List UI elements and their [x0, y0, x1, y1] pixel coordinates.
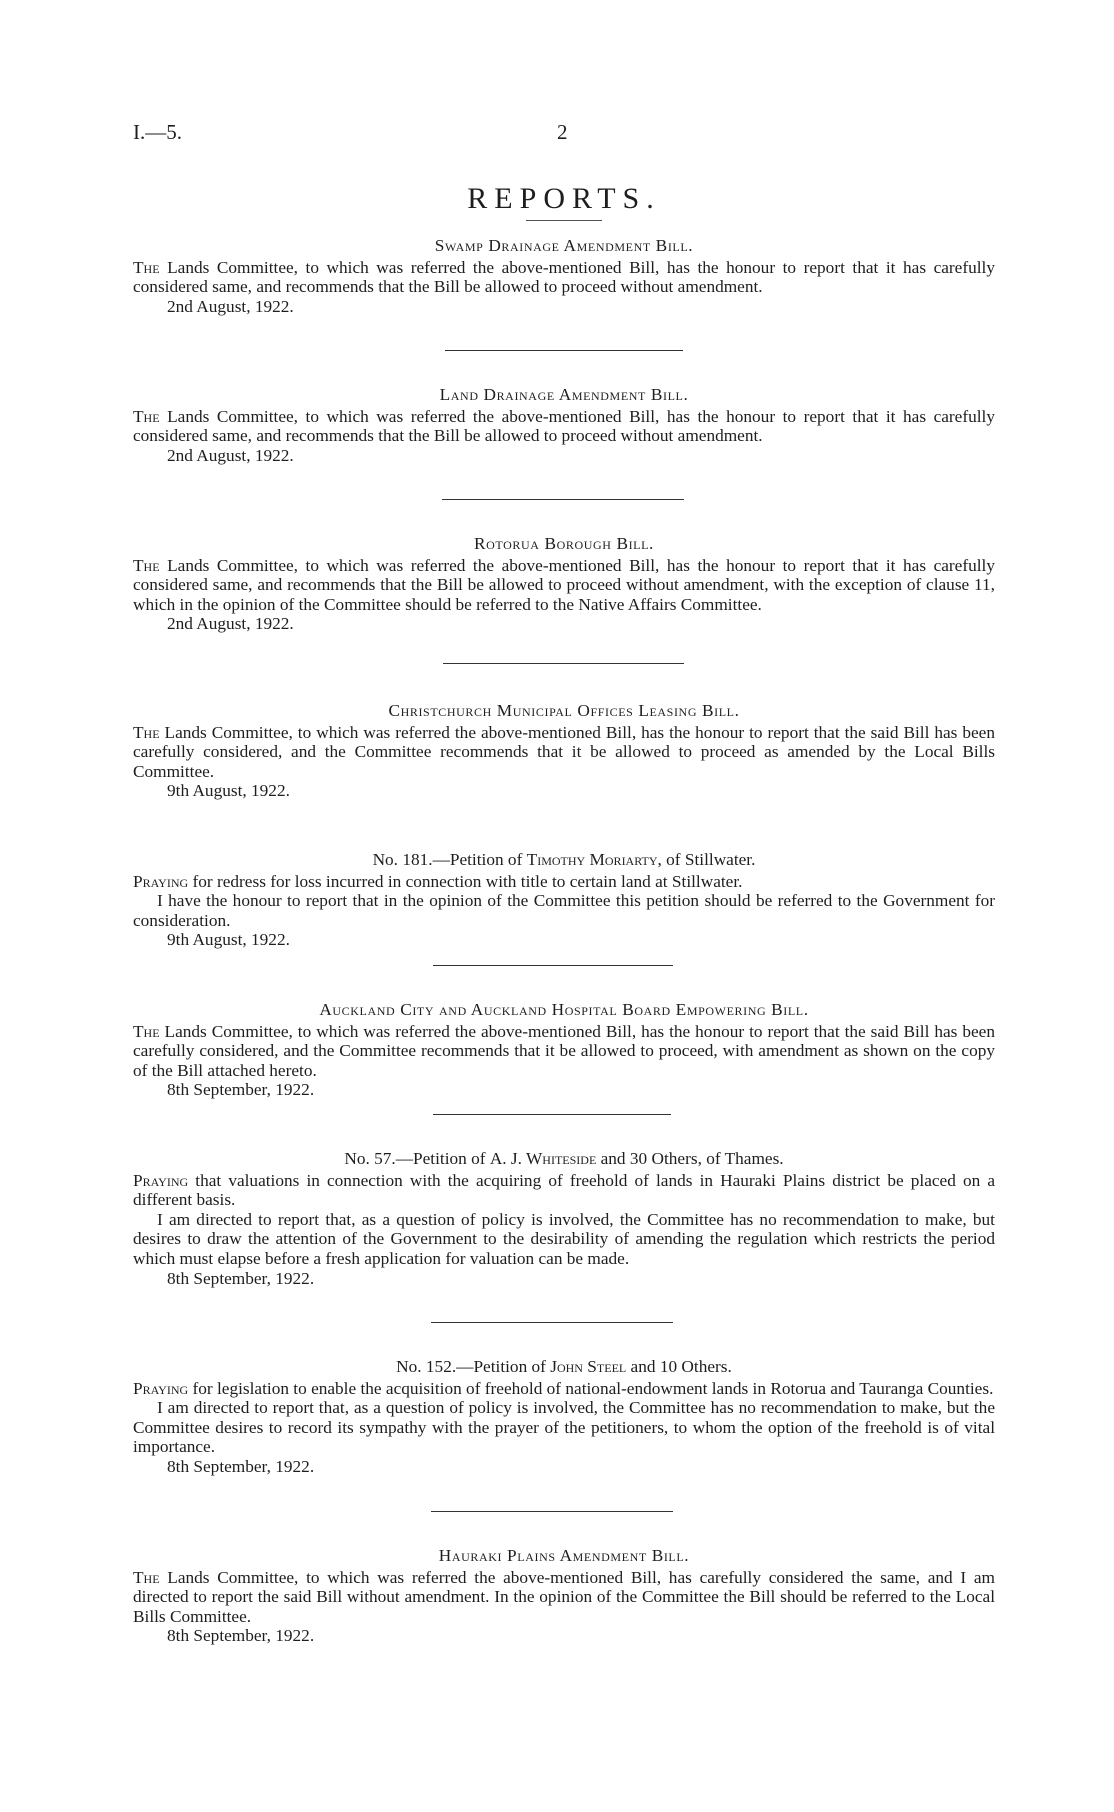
section-body: Lands Committee, to which was referred the above-mentioned Bill, has the honour to report that it has carefully considered same, and recommends that the Bill be allowed to proceed without amendment. — [133, 406, 995, 446]
section-date: 2nd August, 1922. — [167, 296, 294, 316]
section-lead: The — [133, 1021, 160, 1041]
petition-181 — [133, 850, 995, 950]
report-rotorua-borough — [133, 534, 995, 634]
petition-152 — [133, 1357, 995, 1477]
report-hauraki-plains — [133, 1546, 995, 1646]
section-heading: Hauraki Plains Amendment Bill. — [438, 1546, 690, 1565]
section-body-2: I have the honour to report that in the opinion of the Committee this petition should be referred to the Government for consideration. — [133, 891, 995, 930]
title-rule — [526, 220, 602, 221]
section-date: 2nd August, 1922. — [167, 445, 294, 465]
section-lead: Praying — [133, 1170, 189, 1190]
section-body: Lands Committee, to which was referred the above-mentioned Bill, has the honour to report that the said Bill has been carefully considered, and the Committee recommends that it be allowed to proceed, with amendment as shown on the copy of the Bill attached hereto. — [133, 1021, 995, 1080]
section-heading: No. 181.—Petition of Timothy Moriarty, of Stillwater. — [372, 850, 756, 869]
page-title: REPORTS. — [467, 182, 661, 215]
section-body-2: I am directed to report that, as a question of policy is involved, the Committee has no recommendation to make, but the Committee desires to record its sympathy with the prayer of the petitioners, to whom the option of the freehold is of vital importance. — [133, 1398, 995, 1457]
section-date: 8th September, 1922. — [167, 1456, 315, 1476]
paper-code: I.—5. — [133, 120, 182, 144]
section-lead: The — [133, 555, 160, 575]
section-date: 9th August, 1922. — [167, 781, 290, 801]
section-lead: Praying — [133, 871, 189, 891]
section-lead: The — [133, 722, 160, 742]
section-date: 8th September, 1922. — [167, 1268, 315, 1288]
section-rule — [431, 1511, 673, 1512]
section-heading: No. 152.—Petition of John Steel and 10 Others. — [396, 1357, 732, 1376]
section-heading: Auckland City and Auckland Hospital Board Empowering Bill. — [319, 1000, 809, 1019]
section-body: Lands Committee, to which was referred the above-mentioned Bill, has the honour to report that the said Bill has been carefully considered, and the Committee recommends that it be allowed to proceed as amended by the Local Bills Committee. — [133, 722, 995, 781]
page-number: 2 — [557, 120, 568, 144]
section-body: for redress for loss incurred in connection with title to certain land at Stillwater. — [192, 871, 743, 891]
section-date: 2nd August, 1922. — [167, 614, 294, 634]
section-lead: The — [133, 406, 160, 426]
section-rule — [445, 350, 683, 351]
petition-57 — [133, 1149, 995, 1288]
section-body: for legislation to enable the acquisition of freehold of national-endowment lands in Rotorua and Tauranga Counties. — [192, 1378, 994, 1398]
section-heading: Christchurch Municipal Offices Leasing Bill. — [388, 701, 740, 720]
section-body-2: I am directed to report that, as a question of policy is involved, the Committee has no recommendation to make, but desires to draw the attention of the Government to the desirability of amending the regulation which restricts the period which must elapse before a fresh application for valuation can be made. — [133, 1209, 995, 1268]
section-rule — [443, 663, 684, 664]
section-lead: Praying — [133, 1378, 189, 1398]
section-body: Lands Committee, to which was referred the above-mentioned Bill, has the honour to report that it has carefully considered same, and recommends that the Bill be allowed to proceed without amendment, with the exception of clause 11, which in the opinion of the Committee should be referred to the Native Affairs Committee. — [133, 555, 995, 614]
report-swamp-drainage — [133, 236, 995, 316]
section-heading: Rotorua Borough Bill. — [474, 534, 654, 553]
section-heading: Land Drainage Amendment Bill. — [439, 385, 689, 404]
section-heading: No. 57.—Petition of A. J. Whiteside and 30 Others, of Thames. — [344, 1149, 784, 1168]
section-rule — [433, 1114, 671, 1115]
section-body: Lands Committee, to which was referred the above-mentioned Bill, has carefully considered the same, and I am directed to report the said Bill without amendment. In the opinion of the Committee the Bill should be referred to the Local Bills Committee. — [133, 1567, 995, 1626]
section-body: that valuations in connection with the acquiring of freehold of lands in Hauraki Plains district be placed on a different basis. — [133, 1170, 995, 1210]
section-date: 8th September, 1922. — [167, 1080, 315, 1100]
section-heading: Swamp Drainage Amendment Bill. — [434, 236, 694, 255]
section-date: 8th September, 1922. — [167, 1626, 315, 1646]
section-body: Lands Committee, to which was referred the above-mentioned Bill, has the honour to report that it has carefully considered same, and recommends that the Bill be allowed to proceed without amendment. — [133, 257, 995, 297]
report-land-drainage — [133, 385, 995, 465]
report-auckland-hospital — [133, 1000, 995, 1100]
petitioner-name: Timothy Moriarty — [526, 850, 658, 869]
section-lead: The — [133, 1567, 160, 1587]
section-rule — [431, 1322, 673, 1323]
section-rule — [433, 965, 673, 966]
petitioner-name: John Steel — [550, 1357, 627, 1376]
section-rule — [442, 499, 684, 500]
section-date: 9th August, 1922. — [167, 930, 290, 950]
petitioner-name: A. J. Whiteside — [489, 1149, 597, 1168]
report-christchurch-offices — [133, 701, 995, 801]
section-lead: The — [133, 257, 160, 277]
